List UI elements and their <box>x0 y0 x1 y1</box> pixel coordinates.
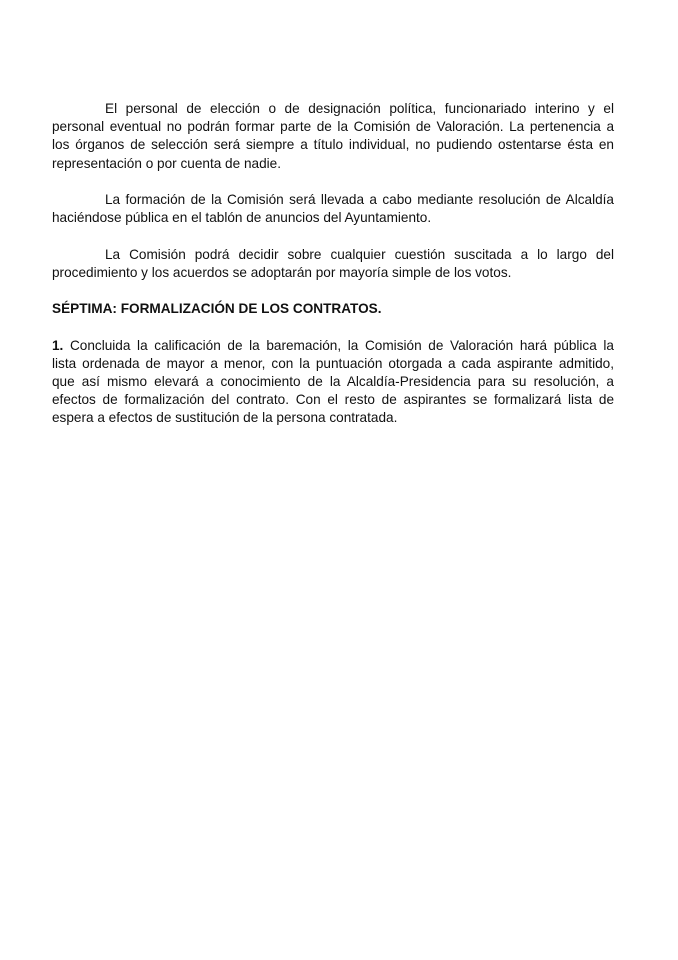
text-line: La formación de la Comisión será llevada a cabo mediante resolución de Alcaldía <box>105 192 614 207</box>
text-line: que así mismo elevará a conocimiento de la Alcaldía-Presidencia para su resolución, a <box>52 373 614 389</box>
text-line: personal eventual no podrán formar parte de la Comisión de Valoración. La pertenencia a <box>52 119 614 135</box>
text-line: haciéndose pública en el tablón de anuncios del Ayuntamiento. <box>52 210 432 226</box>
text-line: procedimiento y los acuerdos se adoptarán por mayoría simple de los votos. <box>52 264 512 280</box>
item-number: 1. <box>52 337 64 353</box>
document-page <box>52 100 614 446</box>
text-line: La Comisión podrá decidir sobre cualquier cuestión suscitada a lo largo del <box>105 246 614 262</box>
text-line: espera a efectos de sustitución de la persona contratada. <box>52 410 398 426</box>
text-line <box>52 337 614 355</box>
paragraph-item-1 <box>52 337 614 428</box>
text-line: los órganos de selección será siempre a título individual, no pudiendo ostentarse ésta en <box>52 137 614 153</box>
paragraph-formacion <box>52 191 614 227</box>
text-line: El personal de elección o de designación política, funcionariado interino y el <box>105 101 614 116</box>
paragraph-decisiones <box>52 246 614 282</box>
section-heading: SÉPTIMA: FORMALIZACIÓN DE LOS CONTRATOS. <box>52 301 382 317</box>
text-line-content: Concluida la calificación de la baremación, la Comisión de Valoración hará pública la <box>63 337 614 353</box>
text-line: efectos de formalización del contrato. Con el resto de aspirantes se formalizará lista de <box>52 392 614 408</box>
text-line: lista ordenada de mayor a menor, con la puntuación otorgada a cada aspirante admitido, <box>52 355 614 371</box>
paragraph-personal <box>52 100 614 173</box>
text-line: representación o por cuenta de nadie. <box>52 155 281 171</box>
